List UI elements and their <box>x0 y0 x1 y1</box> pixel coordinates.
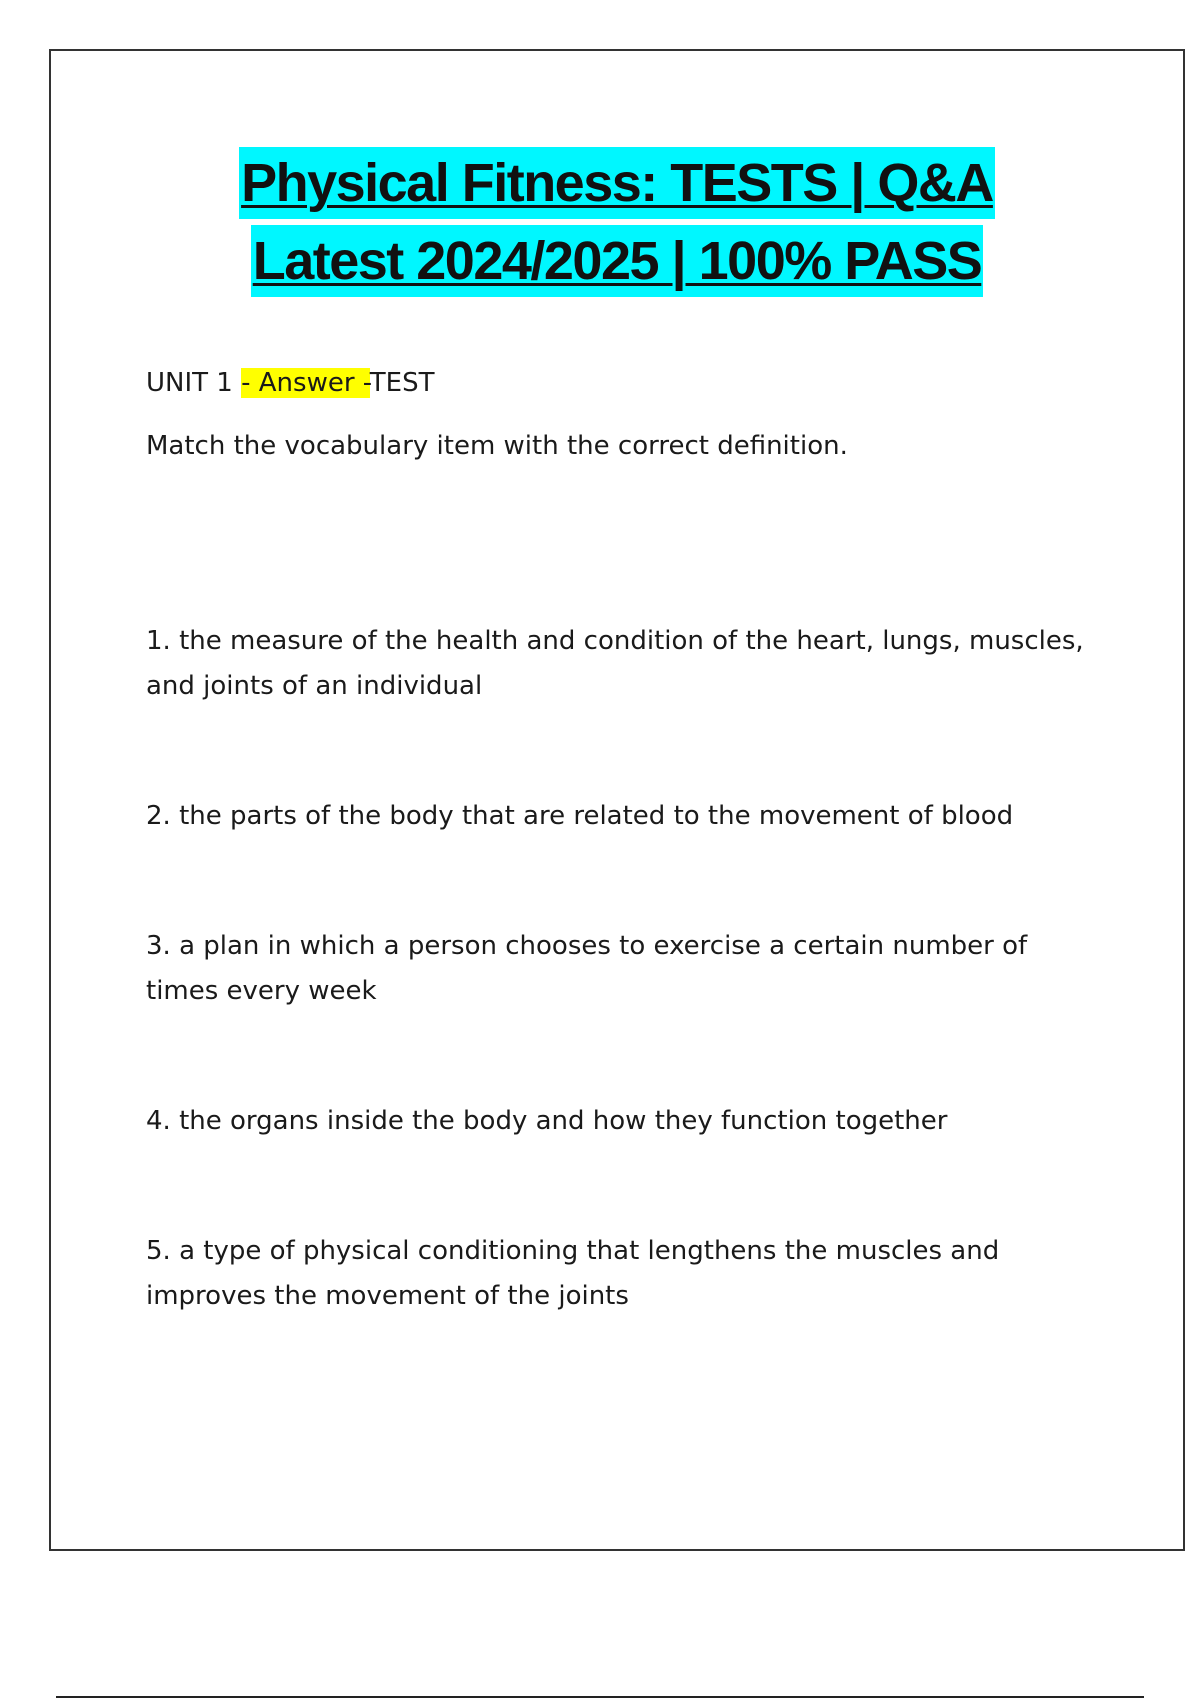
question-item-2: 2. the parts of the body that are related to the movement of blood <box>146 801 1014 831</box>
question-list <box>146 619 1088 1319</box>
footer-divider <box>56 1696 1144 1698</box>
document-title <box>51 147 1183 303</box>
document-body <box>146 361 1088 1319</box>
document-page <box>49 49 1185 1551</box>
title-line-2: Latest 2024/2025 | 100% PASS <box>251 225 984 297</box>
unit-heading-prefix: UNIT 1 <box>146 368 242 398</box>
unit-heading-suffix: TEST <box>369 368 435 398</box>
title-line-1: Physical Fitness: TESTS | Q&A <box>239 147 995 219</box>
unit-heading-highlight: - Answer - <box>241 368 370 398</box>
question-item-5: 5. a type of physical conditioning that lengthens the muscles and improves the movement of the joints <box>146 1236 1000 1311</box>
instruction-text: Match the vocabulary item with the correct definition. <box>146 431 848 461</box>
question-item-4: 4. the organs inside the body and how they function together <box>146 1106 948 1136</box>
question-item-1: 1. the measure of the health and condition of the heart, lungs, muscles, and joints of an individual <box>146 626 1084 701</box>
unit-heading <box>146 361 1088 409</box>
question-item-3: 3. a plan in which a person chooses to exercise a certain number of times every week <box>146 931 1028 1006</box>
